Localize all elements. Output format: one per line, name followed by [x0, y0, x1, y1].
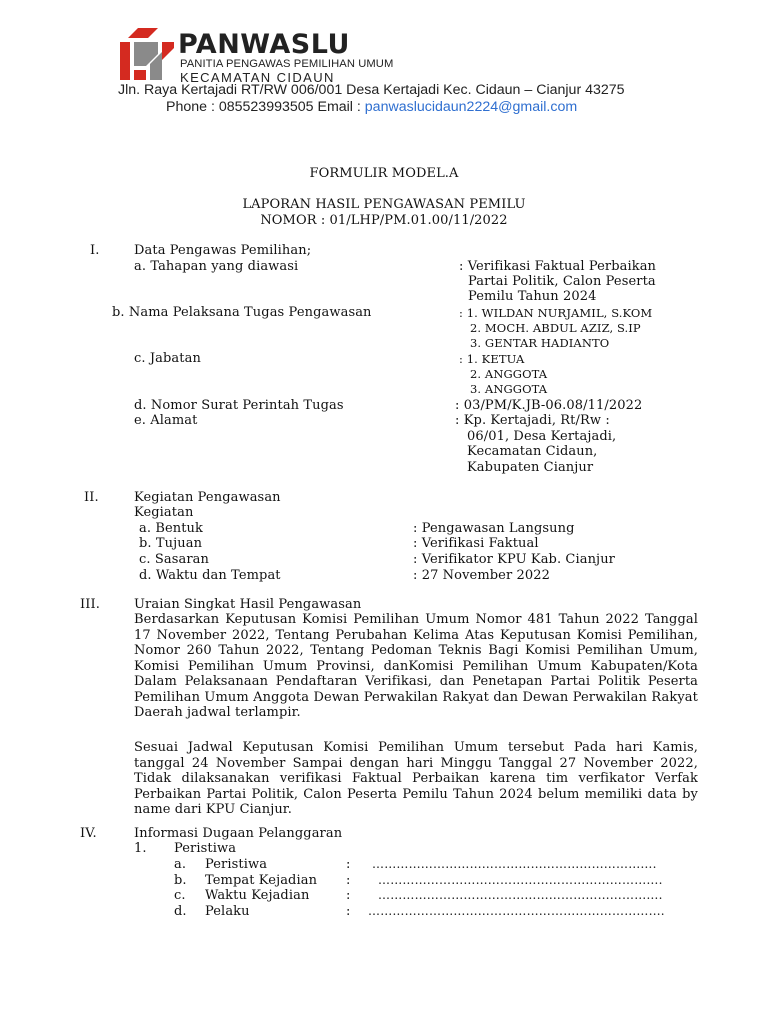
row-blank-field: …………………………………………………………….	[378, 873, 663, 887]
item-d-value: : 03/PM/K.JB-06.08/11/2022	[455, 398, 643, 413]
item-a-value-1: : Verifikasi Faktual Perbaikan	[459, 259, 657, 274]
subsection-number: 1.	[134, 841, 147, 856]
activity-value: : 27 November 2022	[413, 568, 550, 583]
row-colon: :	[346, 888, 351, 903]
row-colon: :	[346, 873, 351, 888]
email-link[interactable]: panwaslucidaun2224@gmail.com	[364, 99, 578, 115]
district-name: KECAMATAN CIDAUN	[180, 70, 335, 85]
section-4-title: Informasi Dugaan Pelanggaran	[134, 826, 343, 841]
activity-label: d. Waktu dan Tempat	[139, 568, 281, 583]
row-label: Tempat Kejadian	[205, 873, 318, 888]
row-blank-field: …………………………………………………………….	[378, 888, 663, 902]
activity-label: c. Sasaran	[139, 552, 209, 567]
row-blank-field: …………………………………………………………….	[372, 857, 657, 871]
item-a-label: a. Tahapan yang diawasi	[134, 259, 299, 274]
summary-paragraph-1: Berdasarkan Keputusan Komisi Pemilihan Umum Nomor 481 Tahun 2022 Tanggal 17 November 2022, Tentang Perubahan Kelima Atas Keputusan Komisi Pemilihan, Nomor 260 Tahun 2022, Tentang Pedoman Teknis Bagi Komisi Pemilihan Umum, Komisi Pemilihan Umum Provinsi, danKomisi Pemilihan Umum Kabupaten/Kota Dalam Pelaksanaan Pendaftaran Verifikasi, dan Penetapan Partai Politik Peserta Pemilihan Umum Anggota Dewan Perwakilan Rakyat dan Dewan Perwakilan Rakyat Daerah jadwal terlampir.	[134, 612, 698, 720]
item-e-value-2: 06/01, Desa Kertajadi,	[467, 429, 617, 444]
activity-label: b. Tujuan	[139, 536, 203, 551]
item-c-label: c. Jabatan	[134, 351, 201, 366]
phone-text: Phone : 085523993505 Email :	[166, 99, 361, 115]
item-b-value-3: 3. GENTAR HADIANTO	[470, 336, 610, 350]
item-e-label: e. Alamat	[134, 413, 198, 428]
org-subtitle: PANITIA PENGAWAS PEMILIHAN UMUM	[180, 58, 394, 70]
row-blank-field: ……………………………………………………………….	[368, 904, 665, 918]
row-letter: c.	[174, 888, 186, 903]
row-colon: :	[346, 857, 351, 872]
activity-value: : Verifikator KPU Kab. Cianjur	[413, 552, 615, 567]
section-4-number: IV.	[80, 826, 97, 841]
item-e-value-1: : Kp. Kertajadi, Rt/Rw :	[455, 413, 610, 428]
row-label: Waktu Kejadian	[205, 888, 310, 903]
item-b-label: b. Nama Pelaksana Tugas Pengawasan	[112, 305, 372, 320]
org-name: PANWASLU	[178, 29, 350, 60]
summary-paragraph-2: Sesuai Jadwal Keputusan Komisi Pemilihan Umum tersebut Pada hari Kamis, tanggal 24 November Sampai dengan hari Minggu Tanggal 27 November 2022, Tidak dilaksanakan verifikasi Faktual Perbaikan karena tim verfikator Verfak Perbaikan Partai Politik, Calon Peserta Pemilu Tahun 2024 belum memiliki data by name dari KPU Cianjur.	[134, 740, 698, 817]
subsection-title: Peristiwa	[174, 841, 237, 856]
row-label: Pelaku	[205, 904, 250, 919]
section-1-number: I.	[90, 243, 100, 258]
section-2-number: II.	[84, 490, 99, 505]
row-letter: b.	[174, 873, 187, 888]
row-label: Peristiwa	[205, 857, 268, 872]
activity-value: : Pengawasan Langsung	[413, 521, 575, 536]
item-a-value-3: Pemilu Tahun 2024	[468, 289, 597, 304]
contact-line	[166, 99, 577, 115]
row-colon: :	[346, 904, 351, 919]
row-letter: d.	[174, 904, 187, 919]
report-title: LAPORAN HASIL PENGAWASAN PEMILU	[242, 197, 526, 212]
section-1-title: Data Pengawas Pemilihan;	[134, 243, 312, 258]
section-2-title: Kegiatan Pengawasan	[134, 490, 281, 505]
item-b-value-1: : 1. WILDAN NURJAMIL, S.KOM	[459, 306, 653, 320]
item-c-value-2: 2. ANGGOTA	[470, 367, 548, 381]
item-c-value-1: : 1. KETUA	[459, 352, 525, 366]
panwaslu-logo-icon	[118, 26, 176, 82]
row-letter: a.	[174, 857, 187, 872]
item-d-label: d. Nomor Surat Perintah Tugas	[134, 398, 344, 413]
item-c-value-3: 3. ANGGOTA	[470, 382, 548, 396]
address-line: Jln. Raya Kertajadi RT/RW 006/001 Desa Kertajadi Kec. Cidaun – Cianjur 43275	[118, 82, 625, 98]
section-2-subtitle: Kegiatan	[134, 505, 194, 520]
report-number: NOMOR : 01/LHP/PM.01.00/11/2022	[260, 213, 508, 228]
section-3-title: Uraian Singkat Hasil Pengawasan	[134, 597, 362, 612]
item-e-value-4: Kabupaten Cianjur	[467, 460, 594, 475]
item-e-value-3: Kecamatan Cidaun,	[467, 444, 598, 459]
item-b-value-2: 2. MOCH. ABDUL AZIZ, S.IP	[470, 321, 641, 335]
section-3-number: III.	[80, 597, 100, 612]
form-title: FORMULIR MODEL.A	[309, 166, 459, 181]
activity-value: : Verifikasi Faktual	[413, 536, 539, 551]
item-a-value-2: Partai Politik, Calon Peserta	[468, 274, 656, 289]
activity-label: a. Bentuk	[139, 521, 204, 536]
